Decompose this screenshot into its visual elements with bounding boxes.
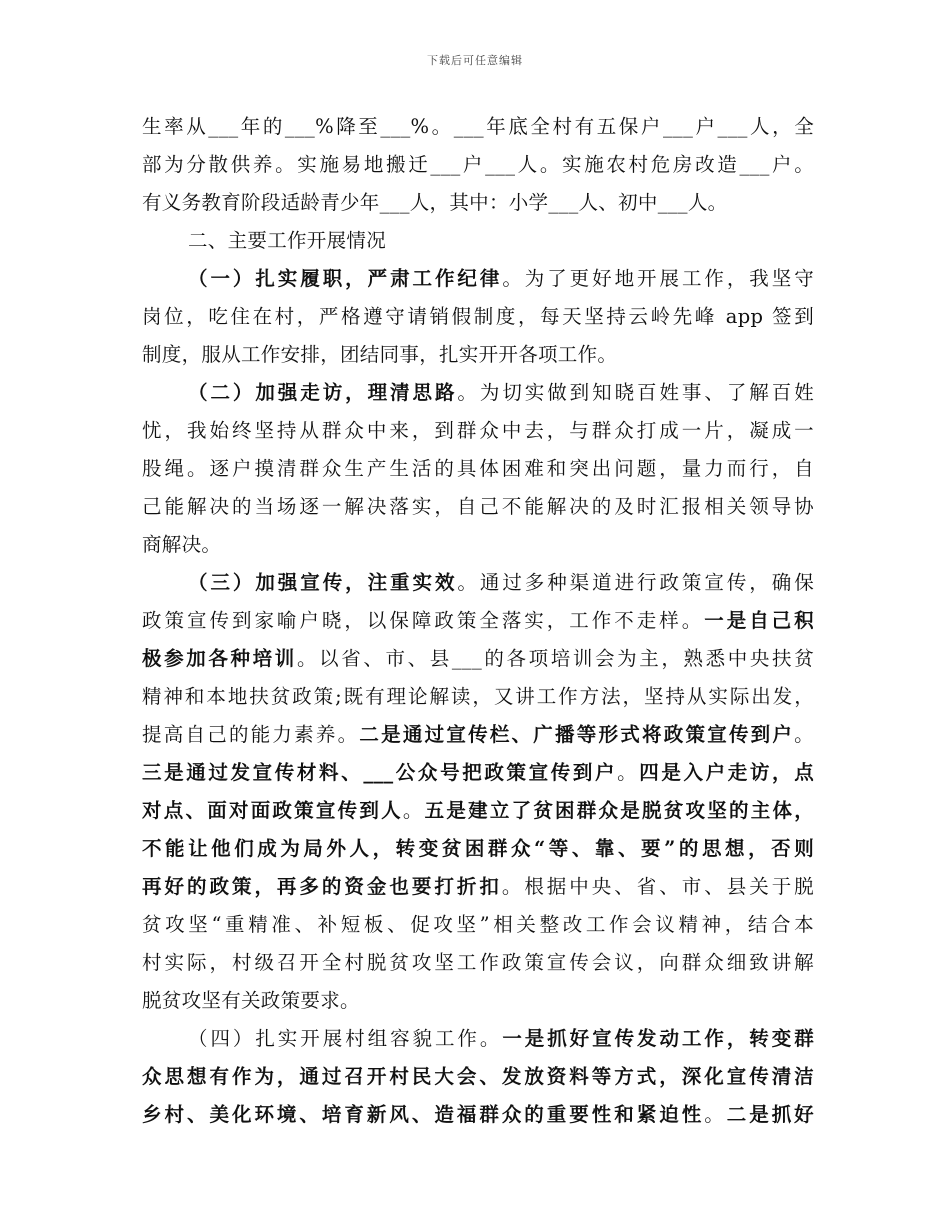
text-run: 贫攻坚“重精准、补短板、促攻坚”相关整改工作会议精神，结合本 [142,913,814,936]
page-header: 下载后可任意编辑 [427,54,523,67]
text-run: 岗位，吃住在村，严格遵守请销假制度，每天坚持云岭先峰 app 签到 [142,305,814,328]
text-line [142,450,814,488]
text-line [142,716,814,754]
text-run: 提高自己的能力素养。 [142,723,360,746]
text-run: 。根据中央、省、市、县关于脱 [501,875,814,898]
text-line [142,1058,814,1096]
text-run: 制度，服从工作安排，团结同事，扎实开开各项工作。 [142,343,618,366]
bold-text-run: 五是建立了贫困群众是脱贫攻坚的主体， [424,799,814,822]
text-line [142,108,814,146]
bold-text-run: 对点、面对面政策宣传到人 [142,799,403,822]
bold-text-run: 二是抓好 [726,1103,814,1126]
text-run: 。 [794,723,814,746]
text-line [142,906,814,944]
text-line [142,678,814,716]
text-run: 。 [617,761,640,784]
text-run: 精神和本地扶贫政策;既有理论解读，又讲工作方法，坚持从实际出发， [142,685,814,708]
text-line [142,336,814,374]
text-line [142,260,814,298]
text-run: 有义务教育阶段适龄青少年___人，其中：小学___人、初中___人。 [142,191,728,214]
text-run: 。以省、市、县___的各项培训会为主，熟悉中央扶贫 [296,647,814,670]
text-line [142,222,814,260]
text-line [142,754,814,792]
text-run: 商解决。 [142,533,222,556]
text-line [142,602,814,640]
bold-text-run: 乡村、美化环境、培育新风、造福群众的重要性和紧迫性 [142,1103,705,1126]
text-run: 脱贫攻坚有关政策要求。 [142,989,360,1012]
text-line [142,982,814,1020]
text-line [142,374,814,412]
text-line [142,792,814,830]
text-line [142,146,814,184]
text-run: 己能解决的当场逐一解决落实，自己不能解决的及时汇报相关领导协 [142,495,814,518]
text-run: 。通过多种渠道进行政策宣传，确保 [457,571,814,594]
text-line [142,1096,814,1134]
bold-text-run: 再好的政策，再多的资金也要打折扣 [142,875,502,898]
text-run: 。 [402,799,425,822]
bold-text-run: 不能让他们成为局外人，转变贫困群众“等、靠、要”的思想，否则 [142,837,814,860]
bold-text-run: （二）加强走访，理清思路 [188,381,458,404]
bold-text-run: 一是自己积 [704,609,814,632]
text-run: 。为切实做到知晓百姓事、了解百姓 [457,381,814,404]
text-run: 政策宣传到家喻户晓，以保障政策全落实，工作不走样。 [142,609,705,632]
text-line [142,412,814,450]
bold-text-run: （三）加强宣传，注重实效 [188,571,458,594]
text-line [142,564,814,602]
text-run: 部为分散供养。实施易地搬迁___户___人。实施农村危房改造___户。 [142,153,814,176]
text-run: （四）扎实开展村组容貌工作。 [188,1027,503,1050]
text-line [142,830,814,868]
text-line [142,944,814,982]
text-line [142,868,814,906]
text-line [142,526,814,564]
text-line [142,184,814,222]
bold-text-run: 极参加各种培训 [142,647,297,670]
bold-text-run: 众思想有作为，通过召开村民大会、发放资料等方式，深化宣传清洁 [142,1065,814,1088]
text-run: 二、主要工作开展情况 [188,229,387,252]
document-body [142,108,814,1134]
text-run: 股绳。逐户摸清群众生产生活的具体困难和突出问题，量力而行，自 [142,457,814,480]
text-line [142,640,814,678]
text-line [142,488,814,526]
text-run: 。为了更好地开展工作，我坚守 [502,267,814,290]
text-line [142,1020,814,1058]
bold-text-run: 四是入户走访，点 [639,761,814,784]
text-run: 忧，我始终坚持从群众中来，到群众中去，与群众打成一片，凝成一 [142,419,814,442]
text-line [142,298,814,336]
text-run: 。 [704,1103,727,1126]
bold-text-run: （一）扎实履职，严肃工作纪律 [188,267,503,290]
text-run: 生率从___年的___%降至___%。___年底全村有五保户___户___人，全 [142,115,814,138]
text-run: 村实际，村级召开全村脱贫攻坚工作政策宣传会议，向群众细致讲解 [142,951,814,974]
bold-text-run: 一是抓好宣传发动工作，转变群 [502,1027,814,1050]
bold-text-run: 二是通过宣传栏、广播等形式将政策宣传到户 [359,723,795,746]
bold-text-run: 三是通过发宣传材料、___公众号把政策宣传到户 [142,761,618,784]
